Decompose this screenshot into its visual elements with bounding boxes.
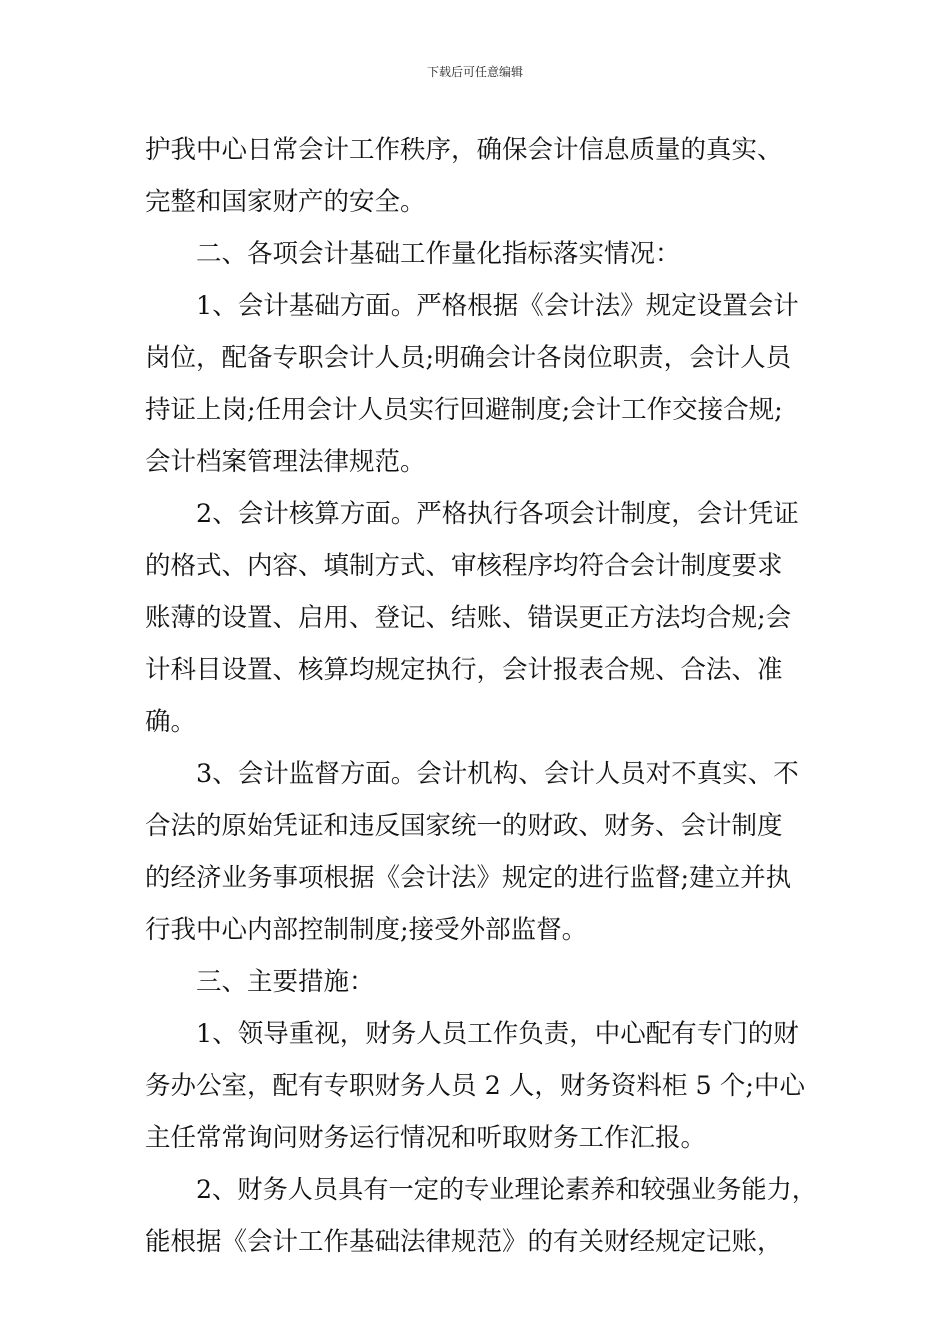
text-line: 三、主要措施： — [196, 967, 375, 997]
text-line: 护我中心日常会计工作秩序，确保会计信息质量的真实、 — [145, 135, 783, 165]
text-line: 合法的原始凭证和违反国家统一的财政、财务、会计制度 — [145, 811, 783, 841]
text-line: 会计档案管理法律规范。 — [145, 447, 426, 477]
text-line: 主任常常询问财务运行情况和听取财务工作汇报。 — [145, 1123, 707, 1153]
text-line: 行我中心内部控制制度;接受外部监督。 — [145, 915, 588, 945]
text-line: 的格式、内容、填制方式、审核程序均符合会计制度要求 — [145, 551, 783, 581]
text-line: 的经济业务事项根据《会计法》规定的进行监督;建立并执 — [145, 863, 792, 893]
document-body — [145, 124, 817, 1268]
text-line: 能根据《会计工作基础法律规范》的有关财经规定记账， — [145, 1227, 783, 1257]
text-line: 1、会计基础方面。严格根据《会计法》规定设置会计 — [196, 291, 799, 321]
text-line: 务办公室，配有专职财务人员 2 人，财务资料柜 5 个;中心 — [145, 1071, 805, 1101]
text-line: 确。 — [145, 707, 197, 737]
text-line: 1、领导重视，财务人员工作负责，中心配有专门的财 — [196, 1019, 799, 1049]
page-header: 下载后可任意编辑 — [426, 65, 523, 79]
text-line: 计科目设置、核算均规定执行，会计报表合规、合法、准 — [145, 655, 783, 685]
text-line: 持证上岗;任用会计人员实行回避制度;会计工作交接合规; — [145, 395, 783, 425]
text-line: 岗位，配备专职会计人员;明确会计各岗位职责，会计人员 — [145, 343, 792, 373]
text-line: 2、会计核算方面。严格执行各项会计制度，会计凭证 — [196, 499, 799, 529]
text-line: 二、各项会计基础工作量化指标落实情况： — [196, 239, 681, 269]
text-line: 3、会计监督方面。会计机构、会计人员对不真实、不 — [196, 759, 799, 789]
text-line: 2、财务人员具有一定的专业理论素养和较强业务能力， — [196, 1175, 817, 1205]
text-line: 完整和国家财产的安全。 — [145, 187, 426, 217]
text-line: 账薄的设置、启用、登记、结账、错误更正方法均合规;会 — [145, 603, 792, 633]
